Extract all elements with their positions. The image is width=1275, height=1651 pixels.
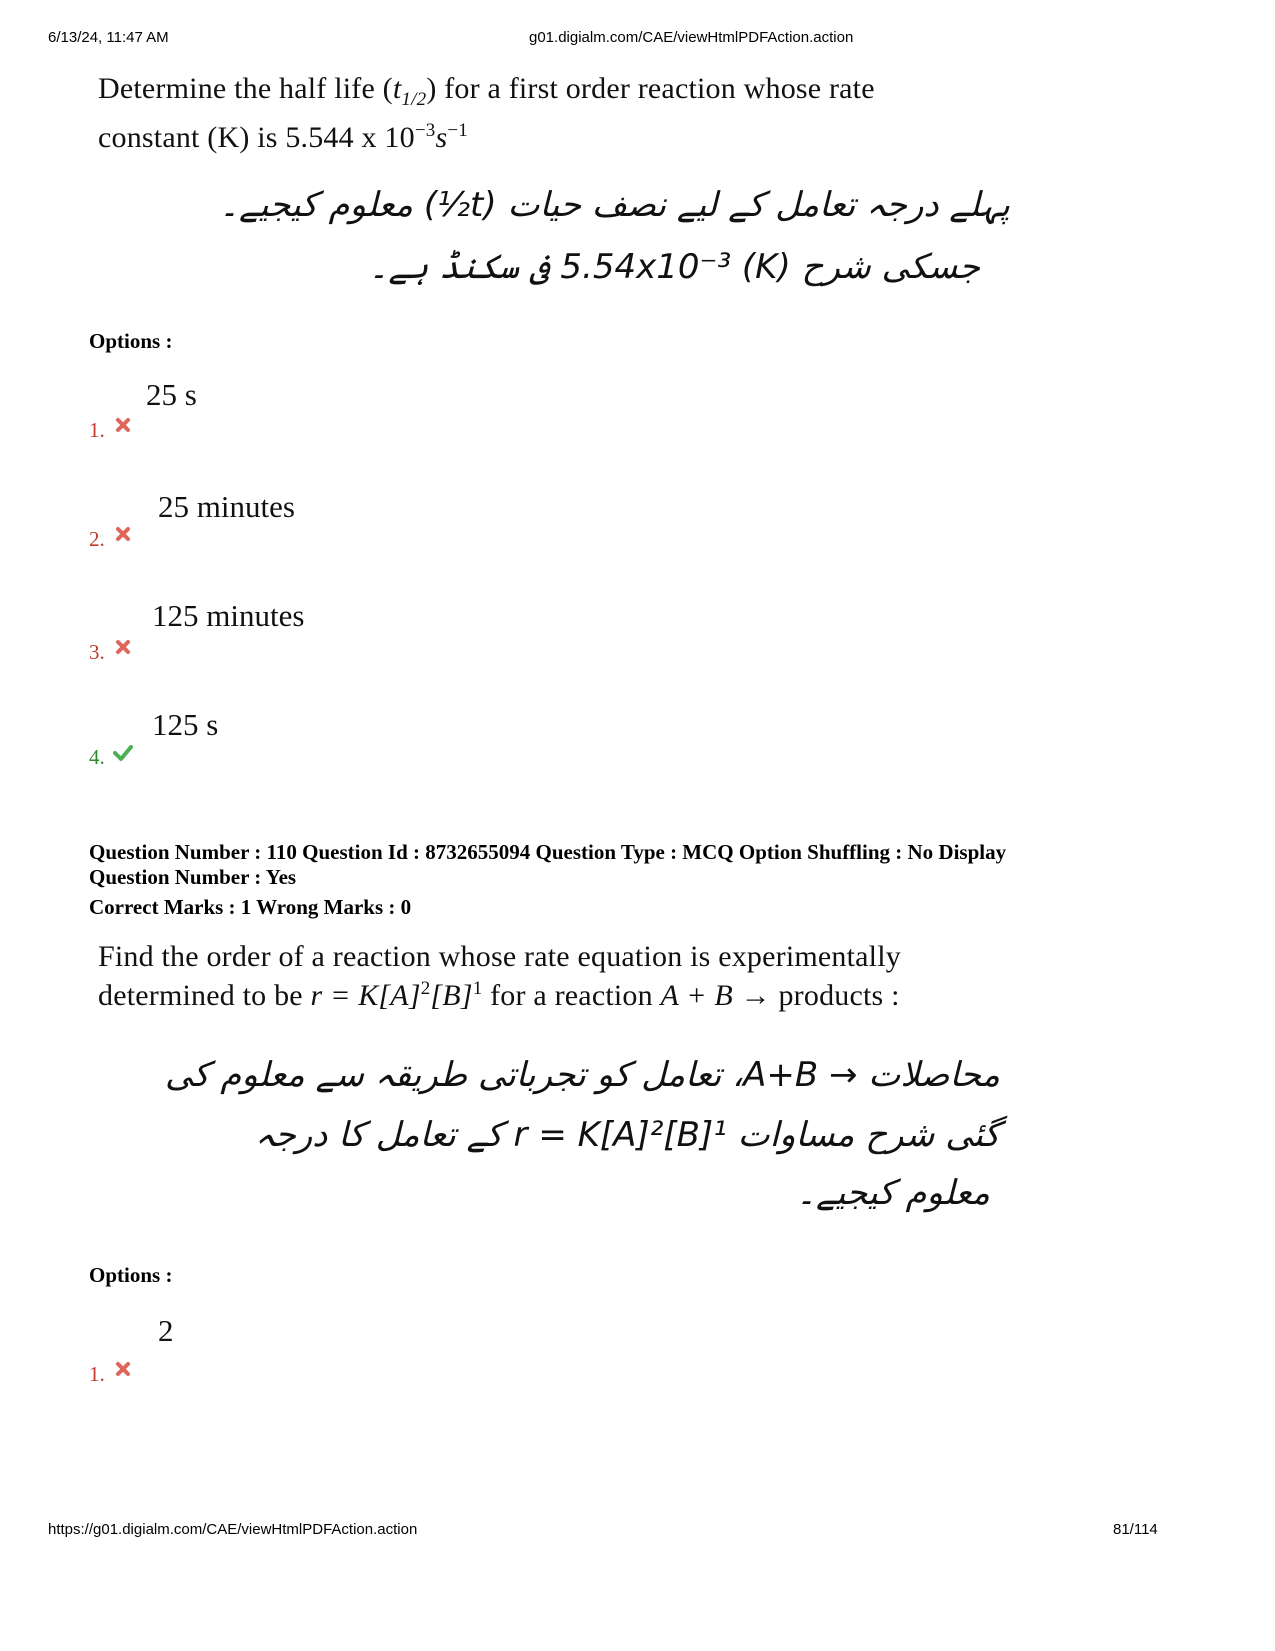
q2-options-label: Options : [89, 1263, 173, 1287]
q2-option-1-number: 1. [89, 1362, 105, 1386]
q2-option-1-text: 2 [158, 1313, 174, 1348]
q1-t-sub: 1 [401, 89, 412, 110]
print-datetime: 6/13/24, 11:47 AM [48, 29, 169, 46]
q2-marks-line: Correct Marks : 1 Wrong Marks : 0 [89, 895, 412, 919]
page-url-header: g01.digialm.com/CAE/viewHtmlPDFAction.action [529, 29, 854, 46]
q2-eq-mid: = K[A] [322, 979, 421, 1012]
q2-eq-exp2: 1 [472, 978, 483, 999]
page-url-footer: https://g01.digialm.com/CAE/viewHtmlPDFAction.action [48, 1521, 418, 1538]
question-2-urdu-handwriting [130, 1048, 1000, 1228]
q1-urdu-line1: پہلے درجہ تعامل کے لیے نصف حیات (t½) معلوم کیجیے۔ [219, 185, 1010, 225]
q2-urdu-line3: معلوم کیجیے۔ [796, 1173, 990, 1213]
q1-option-4-text: 125 s [152, 707, 219, 742]
q1-option-2-text: 25 minutes [158, 489, 295, 524]
q2-line2-mid: for a reaction [482, 979, 661, 1012]
q1-exp2: −1 [447, 120, 468, 141]
q1-options-label: Options : [89, 329, 173, 353]
q1-t-symbol: t [392, 72, 402, 105]
q1-urdu-line2: جسکی شرح (K) 5.54x10⁻³ فی سکنڈ ہے۔ [368, 247, 980, 287]
q2-eq-r: r [310, 979, 323, 1012]
wrong-cross-icon [115, 526, 131, 542]
q1-line2-start: constant (K) is 5.544 x 10 [98, 121, 415, 154]
q2-urdu-line2: گئی شرح مساوات r = K[A]²[B]¹ کے تعامل کا درجہ [254, 1115, 1000, 1155]
q1-option-3-number: 3. [89, 640, 105, 664]
q1-line1-start: Determine the half life ( [98, 72, 393, 105]
q2-meta-line-1: Question Number : 110 Question Id : 8732655094 Question Type : MCQ Option Shuffling : No Display [89, 840, 1007, 864]
page-number: 81/114 [1113, 1521, 1158, 1538]
q2-line2-end: → products : [732, 979, 900, 1012]
q2-line2-start: determined to be [98, 979, 311, 1012]
q1-option-1-number: 1. [89, 418, 105, 442]
correct-check-icon [113, 744, 133, 762]
wrong-cross-icon [115, 417, 131, 433]
q1-option-3-text: 125 minutes [152, 598, 305, 633]
question-1-urdu-handwriting [170, 178, 1010, 308]
q1-line1-end: ) for a first order reaction whose rate [426, 72, 875, 105]
wrong-cross-icon [115, 639, 131, 655]
q2-meta-line-2: Question Number : Yes [89, 865, 297, 889]
q1-s-unit: s [435, 121, 448, 154]
q1-option-4-number: 4. [89, 745, 105, 769]
q2-eq-b: [B] [430, 979, 473, 1012]
q2-line1: Find the order of a reaction whose rate equation is experimentally [98, 940, 901, 973]
q1-t-sub2: /2 [411, 89, 427, 110]
q2-eq-exp1: 2 [420, 978, 431, 999]
question-2-text [98, 940, 1058, 1020]
q2-eq-react: A + B [660, 979, 733, 1012]
q1-option-1-text: 25 s [146, 377, 197, 412]
q1-option-2-number: 2. [89, 527, 105, 551]
wrong-cross-icon [115, 1361, 131, 1377]
question-1-text [98, 72, 1058, 162]
q1-exp1: −3 [414, 120, 436, 141]
q2-urdu-line1: محاصلات → A+B، تعامل کو تجرباتی طریقہ سے معلوم کی [164, 1055, 1000, 1095]
